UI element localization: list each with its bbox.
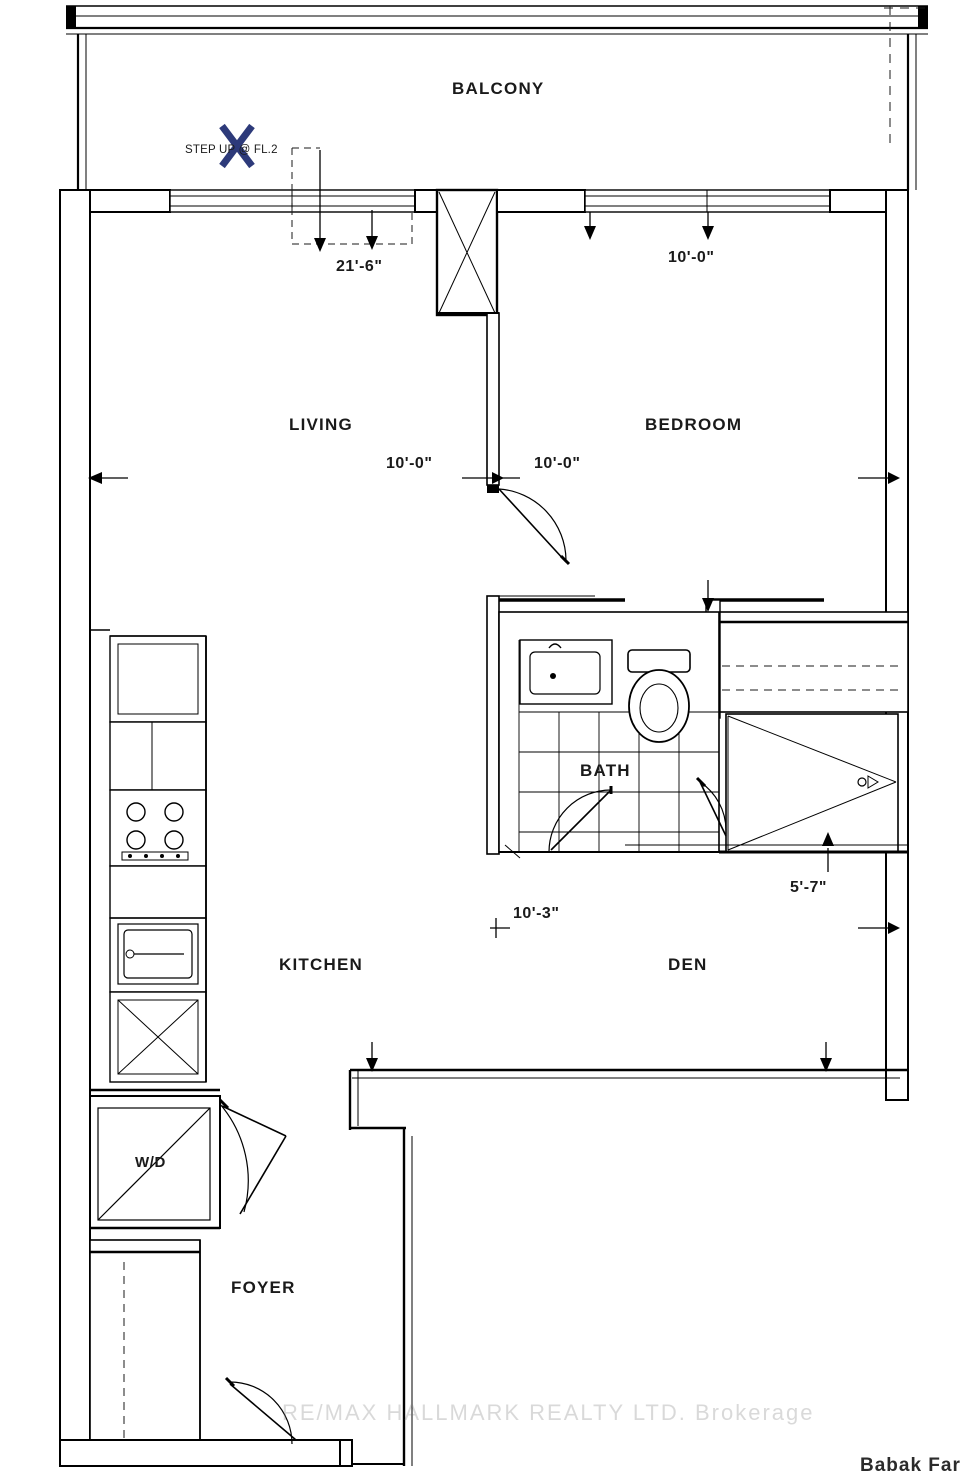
kitchen-cabinets	[90, 630, 206, 1082]
balcony-label: BALCONY	[452, 79, 545, 98]
step-up-note: STEP UP @ FL.2	[185, 144, 278, 156]
den-label: DEN	[668, 955, 708, 974]
laundry-closet	[90, 1090, 286, 1228]
living-label: LIVING	[289, 415, 353, 434]
laundry-label: W/D	[135, 1154, 166, 1171]
bathroom-fixtures	[499, 612, 719, 858]
bedroom-label: BEDROOM	[645, 415, 743, 434]
dim-living-width: 10'-0"	[386, 455, 433, 472]
bath-label: BATH	[580, 761, 631, 780]
foyer	[60, 1240, 352, 1466]
dim-bedroom-width: 10'-0"	[668, 249, 715, 266]
foyer-label: FOYER	[231, 1278, 296, 1297]
dim-closet-width: 5'-7"	[790, 879, 828, 896]
dim-bedroom-depth: 10'-0"	[534, 455, 581, 472]
dim-balcony-width: 21'-6"	[336, 258, 383, 275]
dim-den-width: 10'-3"	[513, 905, 560, 922]
watermark-agent: Babak Far	[860, 1455, 961, 1476]
watermark-brokerage: RE/MAX HALLMARK REALTY LTD. Brokerage	[282, 1400, 815, 1425]
kitchen-label: KITCHEN	[279, 955, 363, 974]
